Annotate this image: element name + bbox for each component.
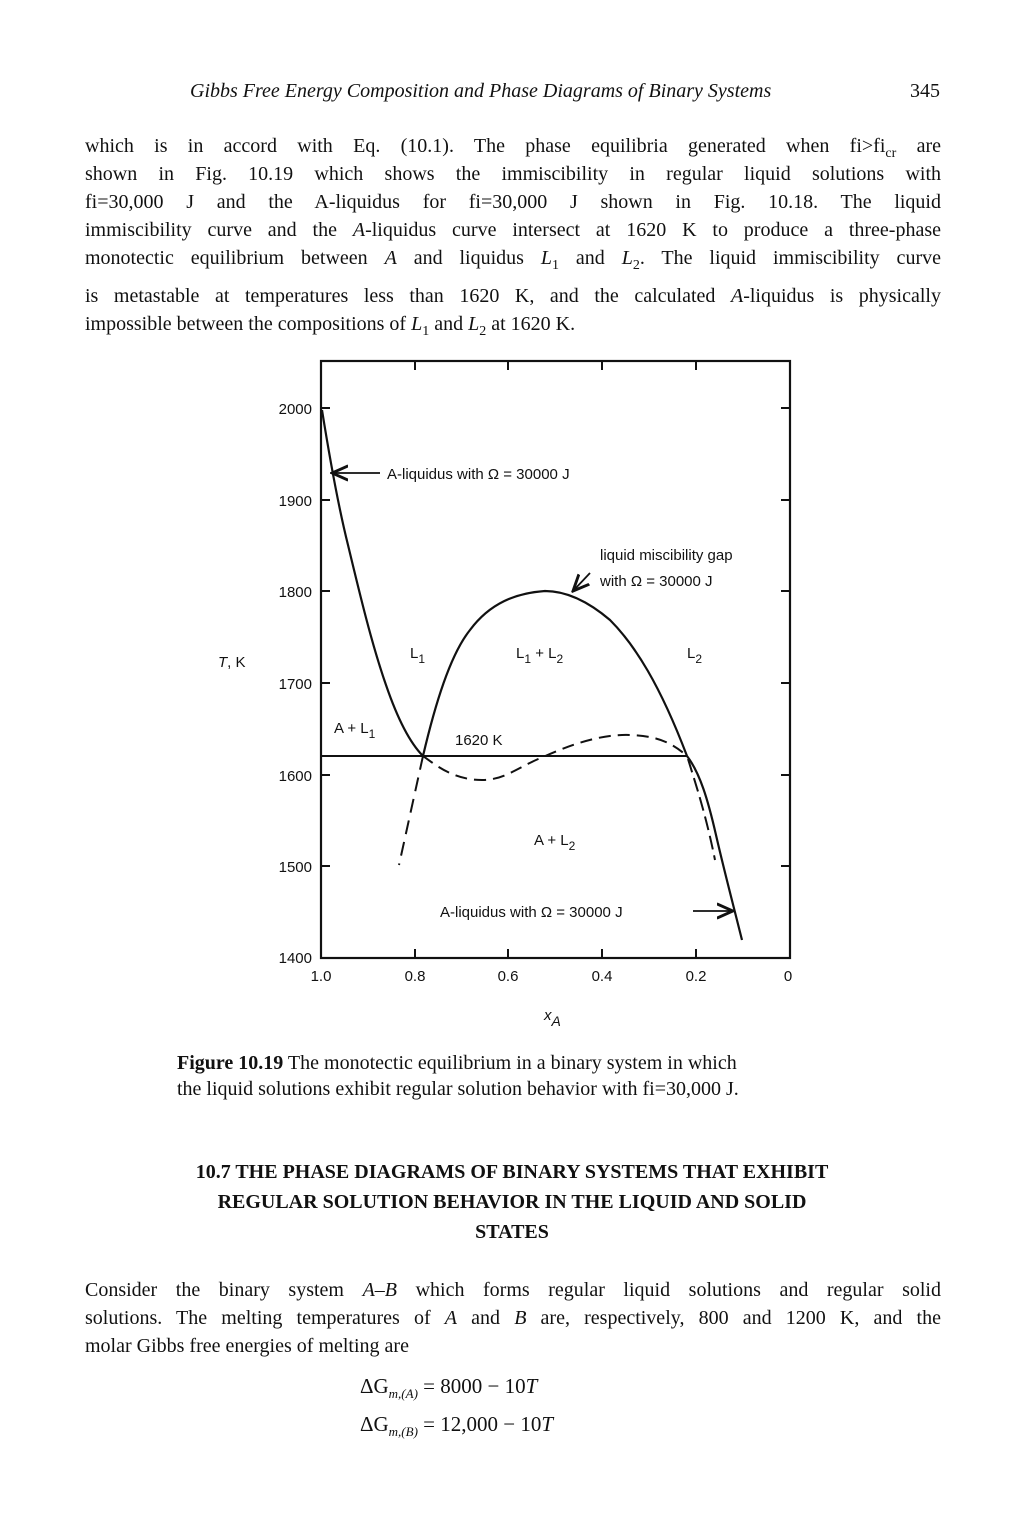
text-line: impossible between the compositions of $L_1$ and $L_2$ at 1620 K. [85,313,576,339]
text-line: molar Gibbs free energies of melting are [85,1335,409,1357]
text-line: immiscibility curve and the A-liquidus curve intersect at 1620 K to produce a three-phase [85,219,941,241]
annotation-bottom-liquidus: A-liquidus with Ω = 30000 J [440,904,623,921]
running-header [190,80,940,103]
phase-diagram-plot [218,355,820,1035]
text-line: is metastable at temperatures less than 1620 K, and the calculated A-liquidus is physically [85,285,941,307]
region-a-l1: $A + L_1$ [334,720,376,741]
region-l2: $L_2$ [687,645,703,666]
page-number: 345 [910,80,940,102]
svg-text:1700: 1700 [278,676,312,693]
text-line: monotectic equilibrium between A and liquidus $L_1$ and $L_2$. The liquid immiscibility curve [85,247,941,273]
svg-text:0.6: 0.6 [497,968,519,985]
annotation-gap-line1: liquid miscibility gap [600,547,733,564]
svg-text:1500: 1500 [278,859,312,876]
region-l1-l2: $L_1 + L_2$ [516,645,564,666]
text-line: which is in accord with Eq. (10.1). The phase equilibria generated when $fi>fi_{cr}$ are [85,135,941,161]
svg-text:1900: 1900 [278,493,312,510]
svg-text:1.0: 1.0 [310,968,332,985]
intro-paragraph [85,132,941,272]
svg-text:1600: 1600 [278,768,312,785]
equation-a: $\Delta G_{m,(A)} = 8000 - 10T$ [360,1374,538,1401]
text-line: solutions. The melting temperatures of A and B are, respectively, 800 and 1200 K, and the [85,1307,941,1329]
caption-label: Figure 10.19 [177,1052,284,1074]
annotation-top-liquidus: A-liquidus with Ω = 30000 J [387,466,570,483]
arrow-gap [573,573,590,591]
region-l1: $L_1$ [410,645,426,666]
y-tick-labels [279,401,312,967]
body-paragraph-cont [85,1332,941,1360]
intro-paragraph-cont [85,282,941,338]
text-line: Consider the binary system A–B which forms regular liquid solutions and regular solid [85,1279,941,1301]
miscibility-gap-metastable-left [399,756,423,865]
svg-text:1800: 1800 [278,584,312,601]
equation-b: $\Delta G_{m,(B)} = 12,000 - 10T$ [360,1412,554,1439]
x-axis-label: xA [544,1007,561,1029]
text-line: fi=30,000 J and the A-liquidus for fi=30,000 J shown in Fig. 10.18. The liquid [85,191,941,213]
annotation-gap-line2: with Ω = 30000 J [600,573,713,590]
figure-caption: Figure 10.19 The monotectic equilibrium in a binary system in which the liquid solutions exhibit regular solution behavior with fi=30,000 J. [177,1052,739,1100]
y-axis-label: T, K [218,654,246,671]
phase-diagram-figure [218,355,820,1035]
a-liquidus-upper [322,410,426,756]
running-title: Gibbs Free Energy Composition and Phase Diagrams of Binary Systems [190,80,772,102]
annotation-1620k: 1620 K [455,732,503,749]
svg-text:1400: 1400 [278,950,312,967]
svg-text:0.8: 0.8 [404,968,426,985]
body-paragraph [85,1276,941,1332]
svg-text:0: 0 [783,968,793,985]
svg-text:0.2: 0.2 [685,968,707,985]
section-heading: 10.7 THE PHASE DIAGRAMS OF BINARY SYSTEMS THAT EXHIBIT REGULAR SOLUTION BEHAVIOR IN THE LIQUID AND SOLID STATES [195,1161,829,1243]
text-line: shown in Fig. 10.19 which shows the immiscibility in regular liquid solutions with [85,163,941,185]
svg-text:2000: 2000 [278,401,312,418]
miscibility-gap-metastable-right [688,759,715,860]
svg-text:0.4: 0.4 [591,968,613,985]
x-tick-labels [311,968,793,985]
region-a-l2: $A + L_2$ [534,832,576,853]
